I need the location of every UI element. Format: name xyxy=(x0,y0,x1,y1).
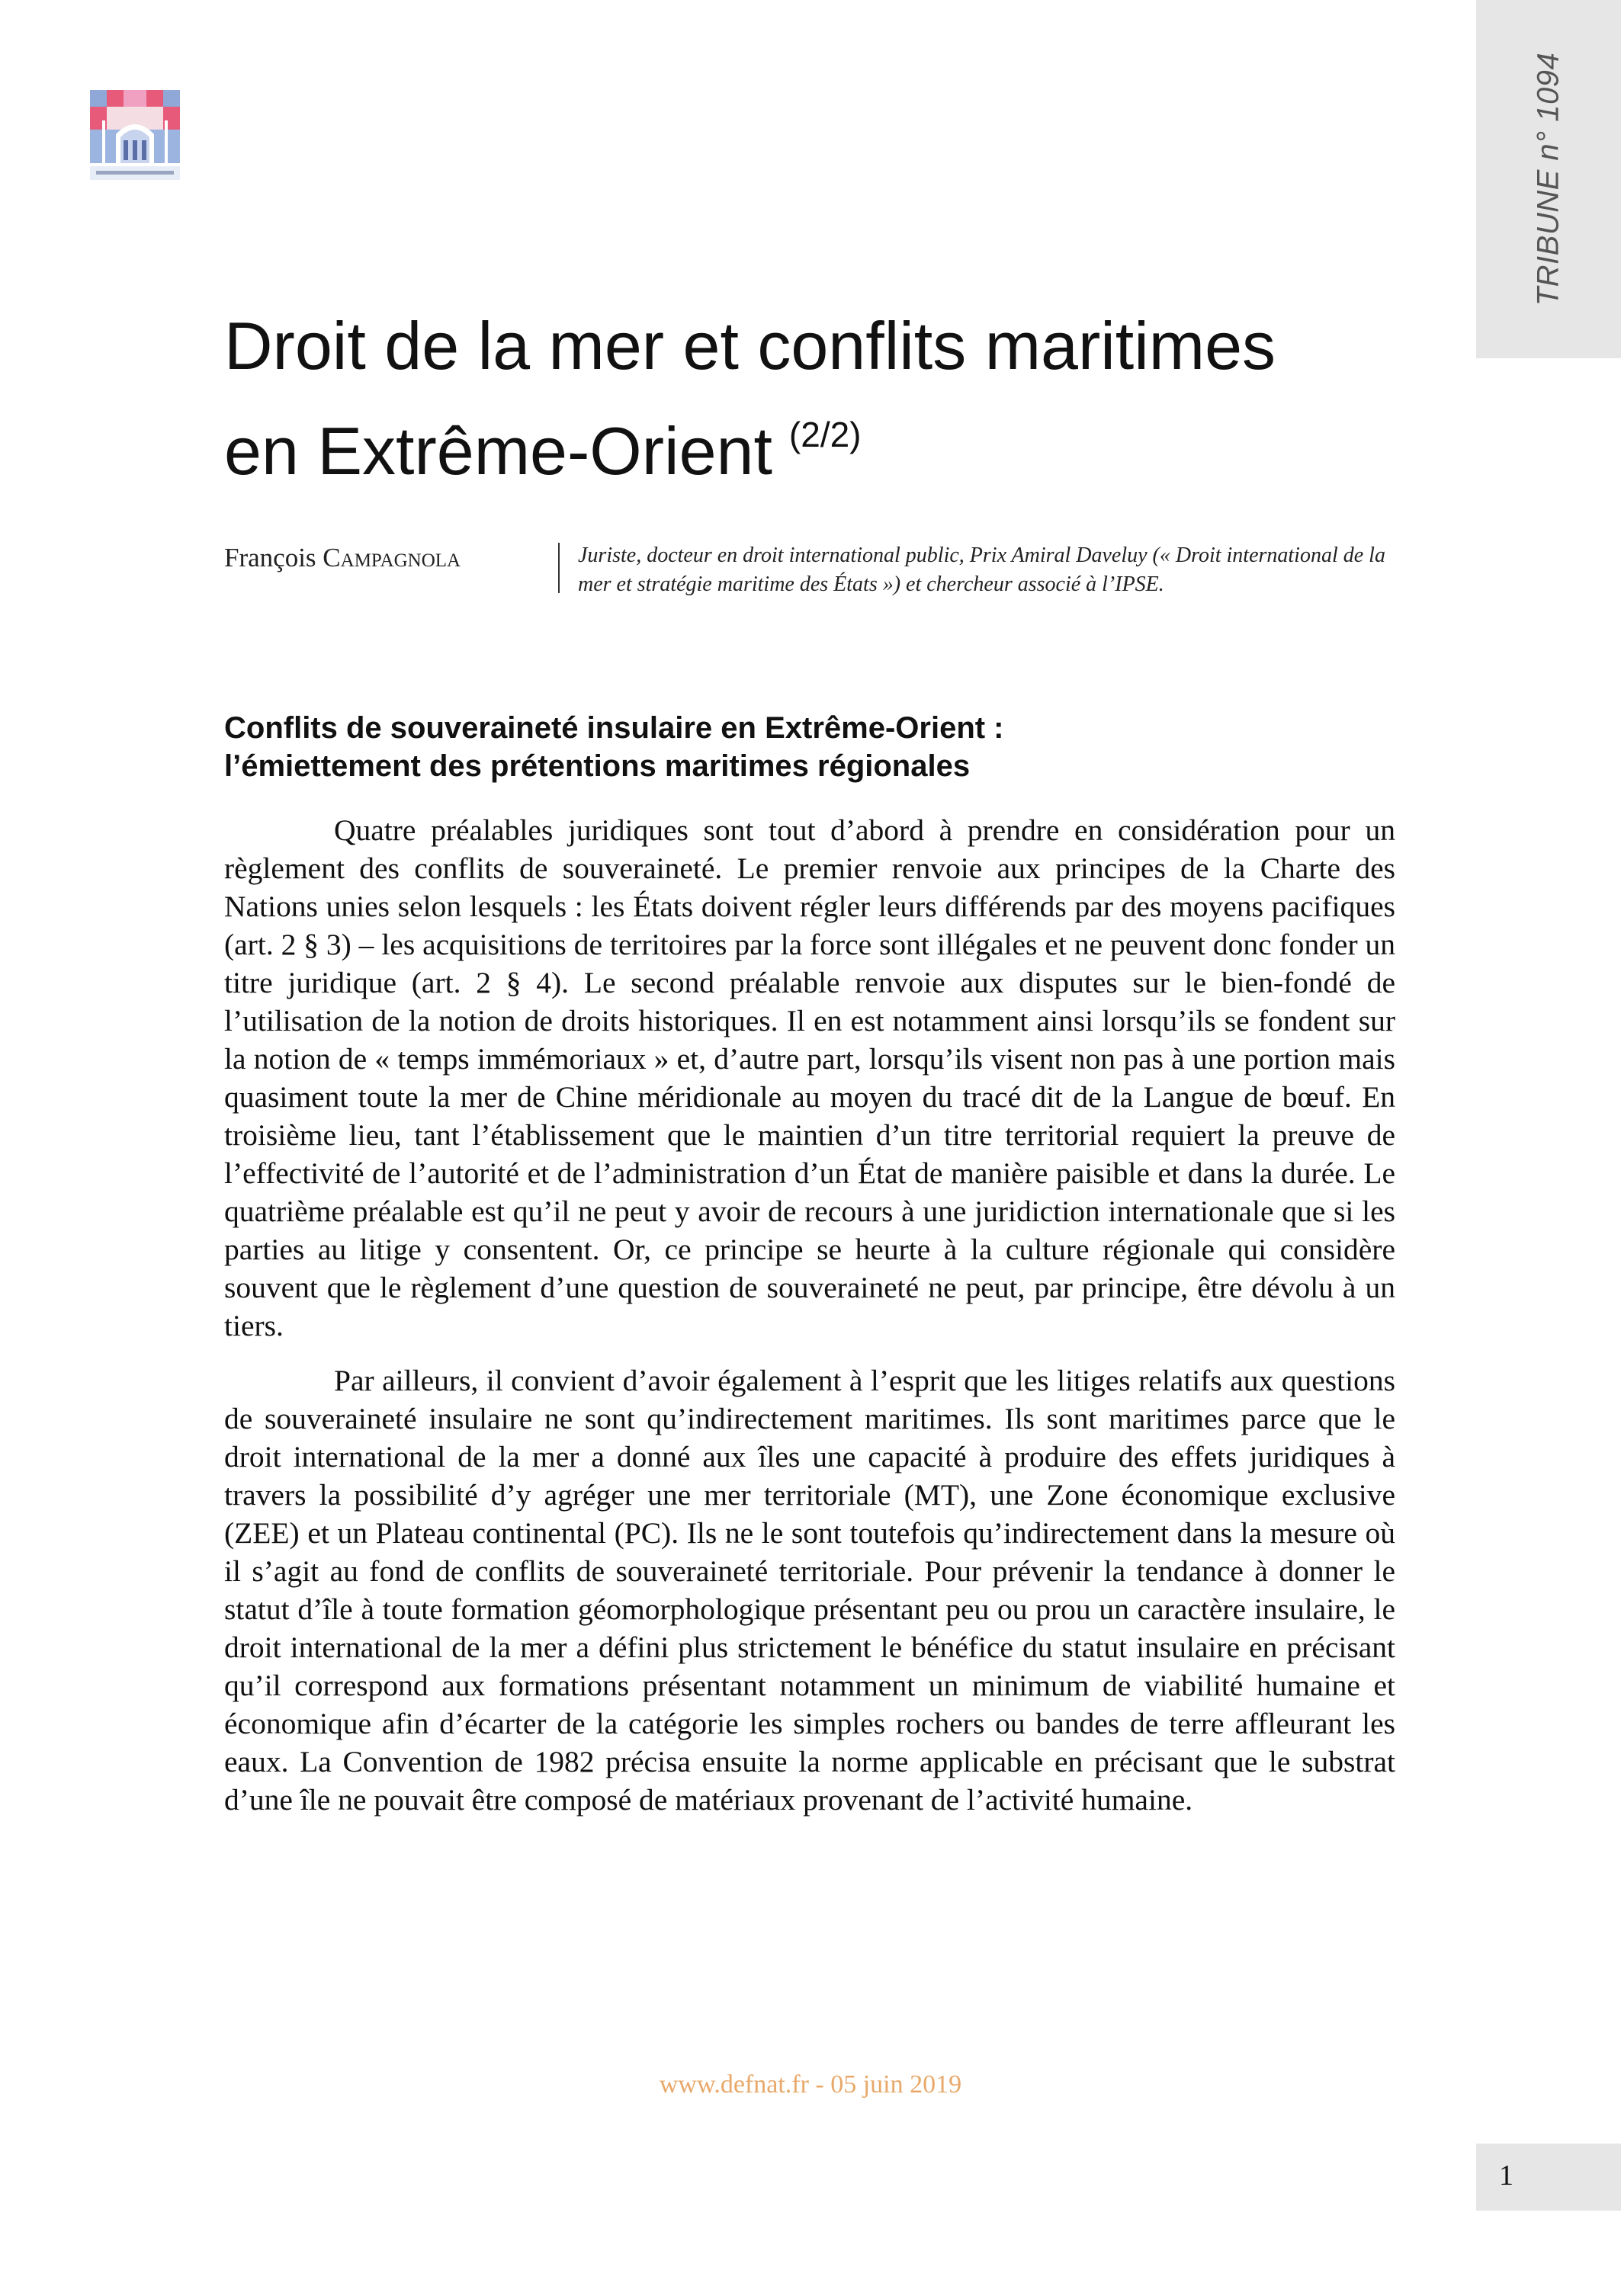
author-name xyxy=(224,543,461,573)
page-number: 1 xyxy=(1499,2160,1513,2192)
section-heading xyxy=(224,709,1414,785)
page-title xyxy=(224,302,1368,495)
footer-site-date: www.defnat.fr - 05 juin 2019 xyxy=(659,2070,962,2099)
section-heading-line-1: Conflits de souveraineté insulaire en Extrême-Orient : xyxy=(224,711,1004,745)
author-bio: Juriste, docteur en droit international public, Prix Amiral Daveluy (« Droit international de la mer et stratégie maritime des États ») et chercheur associé à l’IPSE. xyxy=(578,544,1385,596)
defnat-logo-icon xyxy=(90,90,180,180)
author-first-name: François xyxy=(224,543,316,572)
article-body xyxy=(224,811,1395,1836)
author-divider xyxy=(558,543,560,593)
section-heading-line-2: l’émiettement des prétentions maritimes régionales xyxy=(224,749,971,783)
title-part-label: (2/2) xyxy=(788,415,862,454)
page-number-box xyxy=(1476,2144,1621,2211)
author-last-name: Campagnola xyxy=(323,543,461,572)
side-tab-label: TRIBUNE n° 1094 xyxy=(1531,52,1565,306)
body-paragraph-2: Par ailleurs, il convient d’avoir également à l’esprit que les litiges relatifs aux questions de souveraineté insulaire ne sont qu’indirectement maritimes. Ils sont maritimes parce que le droit international de la mer a donné aux îles une capacité à produire des effets juridiques à travers la possibilité d’y agréger une mer territoriale (MT), une Zone économique exclusive (ZEE) et un Plateau continental (PC). Ils ne le sont toutefois qu’indirectement dans la mesure où il s’agit au fond de conflits de souveraineté territoriale. Pour prévenir la tendance à donner le statut d’île à toute formation géomorphologique présentant peu ou prou un caractère insulaire, le droit international de la mer a défini plus strictement le bénéfice du statut insulaire en précisant qu’il correspond aux formations présentant notamment un minimum de viabilité humaine et économique afin d’écarter de la catégorie les simples rochers ou bandes de terre affleurant les eaux. La Convention de 1982 précisa ensuite la norme applicable en précisant que le substrat d’une île ne pouvait être composé de matériaux provenant de l’activité humaine. xyxy=(224,1364,1395,1817)
body-paragraph-1: Quatre préalables juridiques sont tout d’abord à prendre en considération pour un règlement des conflits de souveraineté. Le premier renvoie aux principes de la Charte des Nations unies selon lesquels : les États doivent régler leurs différends par des moyens pacifiques (art. 2 § 3) – les acquisitions de territoires par la force sont illégales et ne peuvent donc fonder un titre juridique (art. 2 § 4). Le second préalable renvoie aux disputes sur le bien-fondé de l’utilisation de la notion de droits historiques. Il en est notamment ainsi lorsqu’ils se fondent sur la notion de « temps immémoriaux » et, d’autre part, lorsqu’ils visent non pas à une portion mais quasiment toute la mer de Chine méridionale au moyen du tracé dit de la Langue de bœuf. En troisième lieu, tant l’établissement que le maintien d’un titre territorial requiert la preuve de l’effectivité de l’autorité et de l’administration d’un État de manière paisible et dans la durée. Le quatrième préalable est qu’il ne peut y avoir de recours à une juridiction internationale que si les parties au litige y consentent. Or, ce principe se heurte à la culture régionale qui considère souvent que le règlement d’une question de souveraineté ne peut, par principe, être dévolu à un tiers. xyxy=(224,813,1395,1342)
title-text: Droit de la mer et conflits maritimes en Extrême-Orient xyxy=(224,308,1276,489)
